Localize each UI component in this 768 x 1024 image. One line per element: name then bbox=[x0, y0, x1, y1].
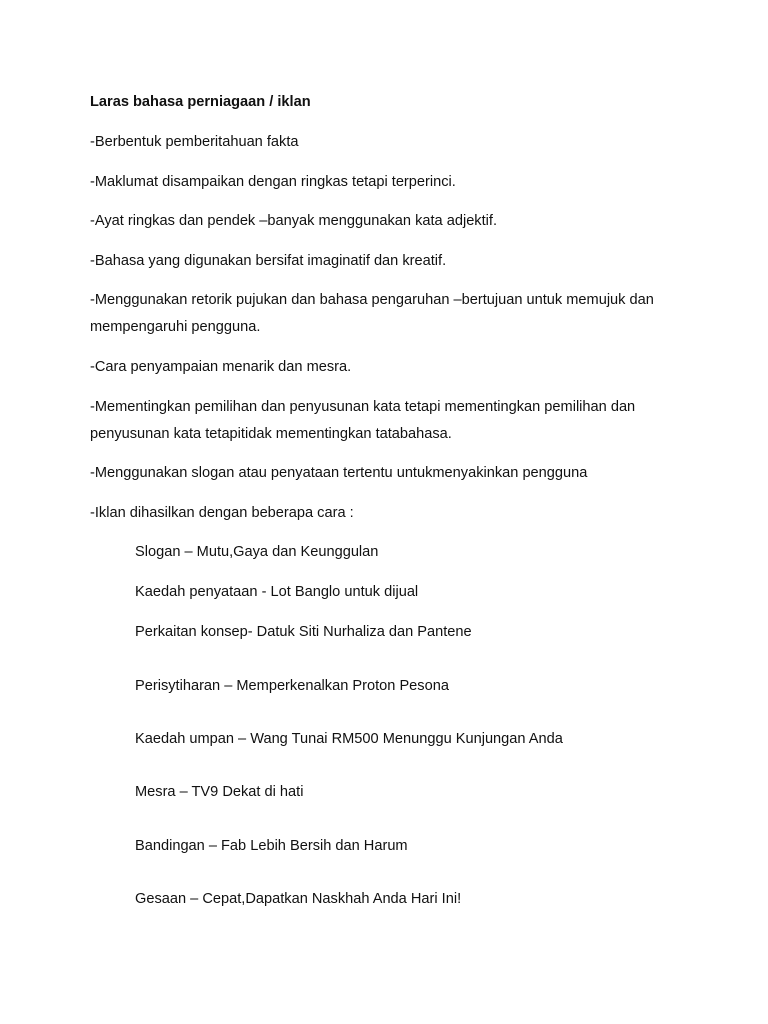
point-line: -Bahasa yang digunakan bersifat imaginatif dan kreatif. bbox=[90, 253, 447, 269]
point-line: -Menggunakan slogan atau penyataan tertentu untukmenyakinkan pengguna bbox=[90, 465, 588, 481]
example-item: Mesra – TV9 Dekat di hati bbox=[135, 784, 304, 800]
point-line-continued: mempengaruhi pengguna. bbox=[90, 319, 261, 335]
point-line: -Iklan dihasilkan dengan beberapa cara : bbox=[90, 505, 354, 521]
point-line: -Cara penyampaian menarik dan mesra. bbox=[90, 359, 352, 375]
point-line: -Ayat ringkas dan pendek –banyak menggunakan kata adjektif. bbox=[90, 213, 498, 229]
point-line: -Berbentuk pemberitahuan fakta bbox=[90, 134, 299, 150]
example-item: Gesaan – Cepat,Dapatkan Naskhah Anda Hari Ini! bbox=[135, 891, 462, 907]
point-line: -Menggunakan retorik pujukan dan bahasa pengaruhan –bertujuan untuk memujuk dan bbox=[90, 292, 654, 308]
point-line-continued: penyusunan kata tetapitidak mementingkan tatabahasa. bbox=[90, 426, 452, 442]
example-item: Kaedah umpan – Wang Tunai RM500 Menunggu Kunjungan Anda bbox=[135, 731, 563, 747]
example-item: Perkaitan konsep- Datuk Siti Nurhaliza dan Pantene bbox=[135, 624, 472, 640]
point-line: -Mementingkan pemilihan dan penyusunan kata tetapi mementingkan pemilihan dan bbox=[90, 399, 636, 415]
example-item: Bandingan – Fab Lebih Bersih dan Harum bbox=[135, 838, 408, 854]
example-item: Kaedah penyataan - Lot Banglo untuk dijual bbox=[135, 584, 419, 600]
example-item: Slogan – Mutu,Gaya dan Keunggulan bbox=[135, 544, 379, 560]
point-line: -Maklumat disampaikan dengan ringkas tetapi terperinci. bbox=[90, 174, 456, 190]
document-title: Laras bahasa perniagaan / iklan bbox=[90, 94, 311, 110]
example-item: Perisytiharan – Memperkenalkan Proton Pesona bbox=[135, 678, 449, 694]
